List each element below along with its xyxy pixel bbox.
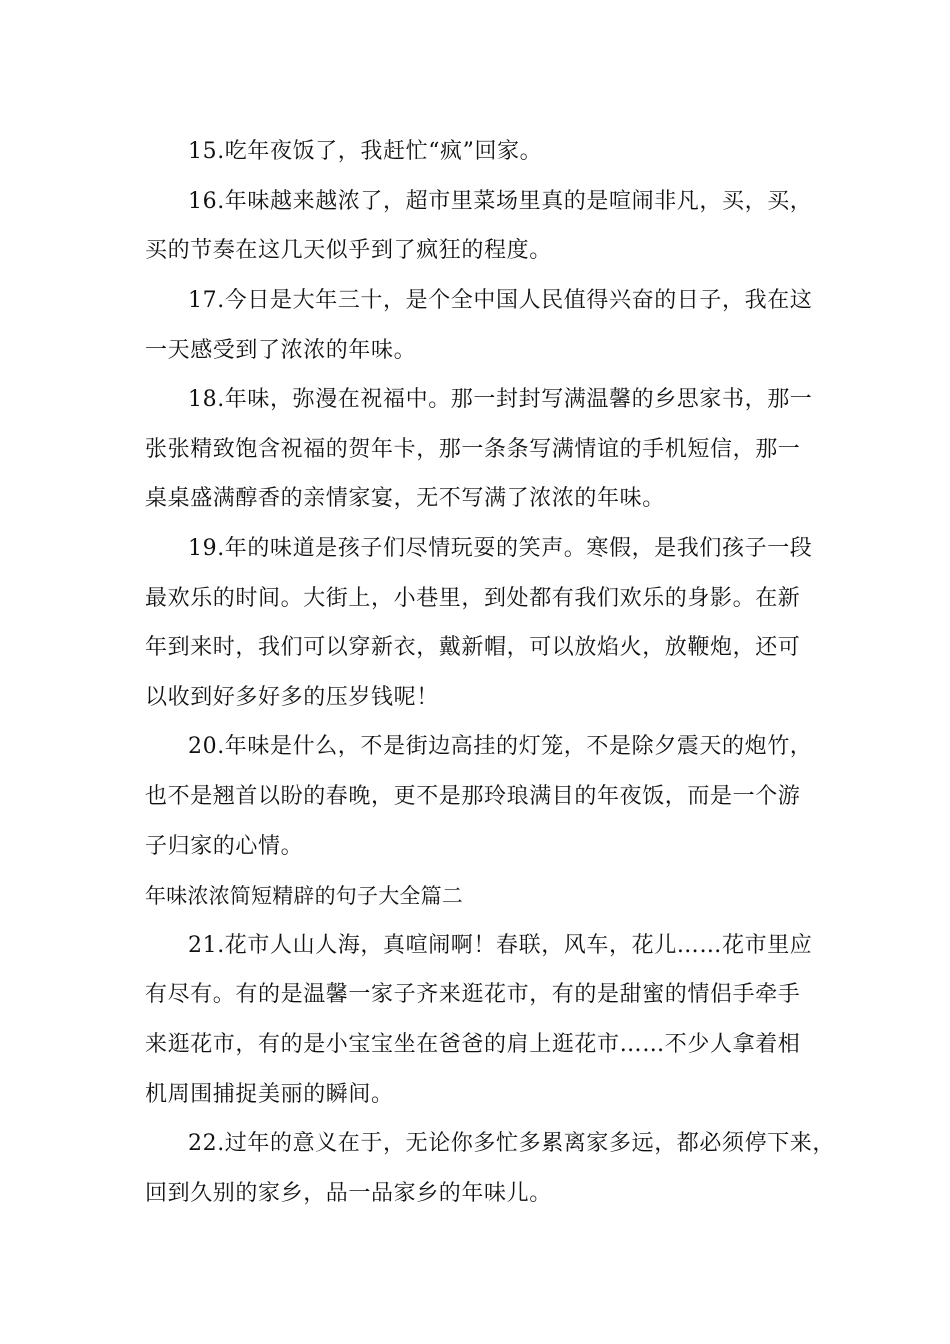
paragraph-19-line-1: 19.年的味道是孩子们尽情玩耍的笑声。寒假，是我们孩子一段 [188, 536, 813, 561]
paragraph-21-line-4: 机周围捕捉美丽的瞬间。 [145, 1082, 394, 1107]
paragraph-17-line-1: 17.今日是大年三十，是个全中国人民值得兴奋的日子，我在这 [188, 288, 813, 313]
paragraph-16-line-1: 16.年味越来越浓了，超市里菜场里真的是喧闹非凡，买，买， [188, 189, 813, 214]
paragraph-19-line-3: 年到来时，我们可以穿新衣，戴新帽，可以放焰火，放鞭炮，还可 [145, 635, 801, 660]
paragraph-21-line-2: 有尽有。有的是温馨一家子齐来逛花市，有的是甜蜜的情侣手牵手 [145, 982, 801, 1007]
paragraph-21-line-1: 21.花市人山人海，真喧闹啊！春联，风车，花儿……花市里应 [188, 933, 813, 958]
paragraph-18-line-1: 18.年味，弥漫在祝福中。那一封封写满温馨的乡思家书，那一 [188, 387, 813, 412]
paragraph-22-line-2: 回到久别的家乡，品一品家乡的年味儿。 [145, 1181, 552, 1206]
paragraph-18-line-2: 张张精致饱含祝福的贺年卡，那一条条写满情谊的手机短信，那一 [145, 437, 801, 462]
paragraph-20-line-3: 子归家的心情。 [145, 834, 304, 859]
paragraph-21-line-3: 来逛花市，有的是小宝宝坐在爸爸的肩上逛花市……不少人拿着相 [145, 1032, 801, 1057]
paragraph-22-line-1: 22.过年的意义在于，无论你多忙多累离家多远，都必须停下来， [188, 1131, 835, 1156]
paragraph-19-line-2: 最欢乐的时间。大街上，小巷里，到处都有我们欢乐的身影。在新 [145, 586, 801, 611]
section-heading: 年味浓浓简短精辟的句子大全篇二 [145, 884, 463, 908]
paragraph-20-line-1: 20.年味是什么，不是街边高挂的灯笼，不是除夕震天的炮竹， [188, 734, 813, 759]
paragraph-19-line-4: 以收到好多好多的压岁钱呢！ [145, 685, 439, 710]
paragraph-16-line-2: 买的节奏在这几天似乎到了疯狂的程度。 [145, 238, 552, 263]
paragraph-15-line-1: 15.吃年夜饭了，我赶忙“疯”回家。 [188, 139, 543, 164]
paragraph-18-line-3: 桌桌盛满醇香的亲情家宴，无不写满了浓浓的年味。 [145, 486, 665, 511]
paragraph-20-line-2: 也不是翘首以盼的春晚，更不是那玲琅满目的年夜饭，而是一个游 [145, 784, 801, 809]
paragraph-17-line-2: 一天感受到了浓浓的年味。 [145, 338, 417, 363]
